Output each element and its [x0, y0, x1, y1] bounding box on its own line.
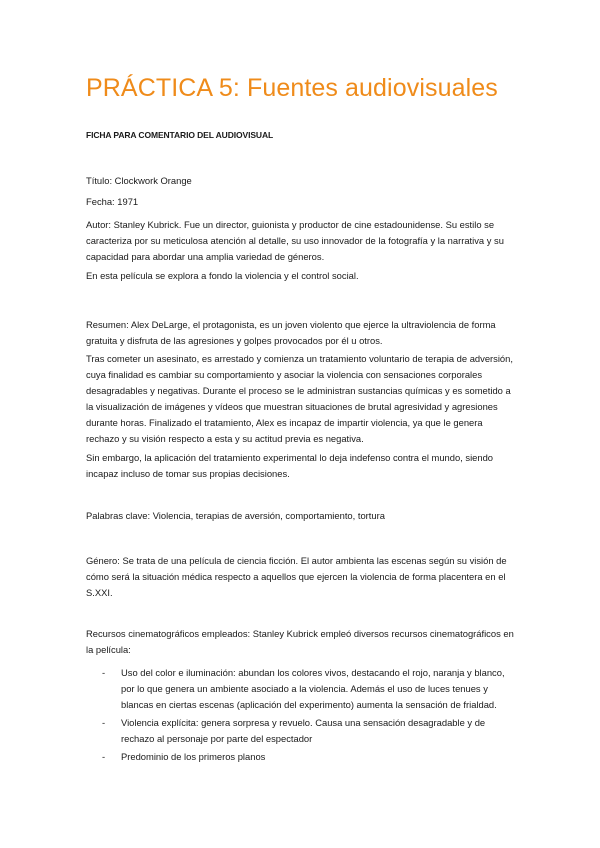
titulo-line: Título: Clockwork Orange — [86, 175, 192, 186]
section-heading: FICHA PARA COMENTARIO DEL AUDIOVISUAL — [86, 130, 274, 140]
fecha-line: Fecha: 1971 — [86, 196, 139, 207]
list-item — [86, 665, 518, 713]
list-item-text: Predominio de los primeros planos — [121, 751, 266, 762]
autor-paragraph: Autor: Stanley Kubrick. Fue un director, guionista y productor de cine estadounidense. Su estilo se caracteriza por su meticulosa atención al detalle, su uso innovador de la fotografía y la narrativa y su capacidad para abordar una amplia variedad de géneros. — [86, 219, 504, 262]
recursos-paragraph: Recursos cinematográficos empleados: Stanley Kubrick empleó diversos recursos cinematográficos en la película: — [86, 628, 514, 655]
bullet-dash: - — [102, 751, 106, 762]
page-title: PRÁCTICA 5: Fuentes audiovisuales — [86, 74, 498, 102]
explora-paragraph: En esta película se explora a fondo la violencia y el control social. — [86, 270, 359, 281]
list-item — [86, 715, 518, 747]
bullet-dash: - — [102, 717, 106, 728]
list-item-text: Uso del color e iluminación: abundan los colores vivos, destacando el rojo, naranja y blanco, por lo que genera un ambiente asociado a la violencia. Además el uso de luces tenues y blancas en ciertas escenas (aplicación del experimento) aumenta la sensación de frialdad. — [121, 667, 505, 710]
tras-paragraph: Tras cometer un asesinato, es arrestado y comienza un tratamiento voluntario de terapia de adversión, cuya finalidad es cambiar su comportamiento y asociar la violencia con sensaciones corporales desagradables y negativas. Durante el proceso se le administran sustancias químicas y es sometido a la visualización de imágenes y vídeos que muestran situaciones de brutal agresividad y agresiones durante horas. Finalizado el tratamiento, Alex es incapaz de impartir violencia, ya que le genera rechazo y su visión respecto a esta y su actitud previa es negativa. — [86, 353, 513, 444]
recursos-list — [86, 665, 518, 767]
sin-embargo-paragraph: Sin embargo, la aplicación del tratamiento experimental lo deja indefenso contra el mundo, siendo incapaz incluso de tomar sus propias decisiones. — [86, 452, 494, 479]
list-item-text: Violencia explícita: genera sorpresa y revuelo. Causa una sensación desagradable y de rechazo al personaje por parte del espectador — [121, 717, 486, 744]
resumen-paragraph: Resumen: Alex DeLarge, el protagonista, es un joven violento que ejerce la ultraviolencia de forma gratuita y disfruta de las agresiones y golpes provocados por él u otros. — [86, 319, 496, 346]
list-item — [86, 749, 518, 765]
palabras-clave-paragraph: Palabras clave: Violencia, terapias de aversión, comportamiento, tortura — [86, 510, 385, 521]
bullet-dash: - — [102, 667, 106, 678]
genero-paragraph: Género: Se trata de una película de ciencia ficción. El autor ambienta las escenas según su visión de cómo será la situación médica respecto a aquellos que ejercen la violencia de forma placentera en el S.XXI. — [86, 555, 507, 598]
